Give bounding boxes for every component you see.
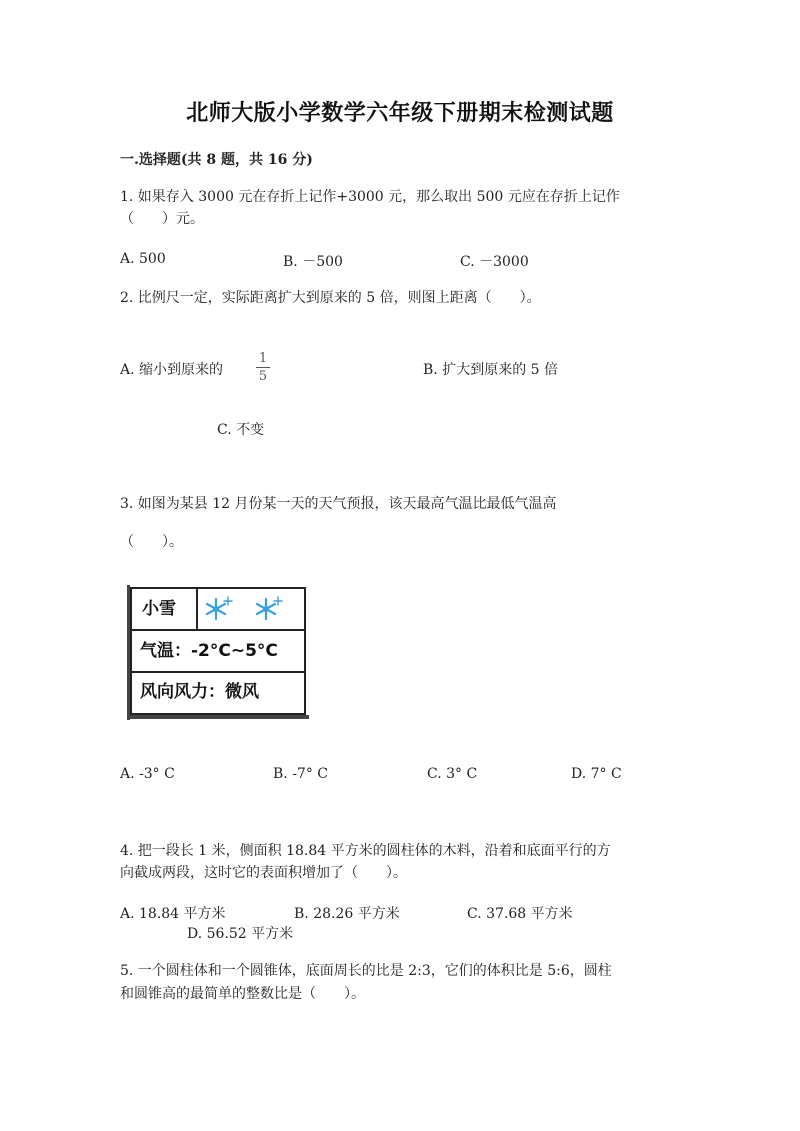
question-4-line-1: 4. 把一段长 1 米，侧面积 18.84 平方米的圆柱体的木料，沿着和底面平行的方 (120, 843, 611, 859)
question-3-option-c: C. 3° C (427, 766, 478, 782)
question-1-option-a: A. 500 (120, 251, 166, 267)
snowflake-icon (204, 595, 234, 623)
question-4-option-b: B. 28.26 平方米 (294, 906, 400, 922)
question-3-line-2: （ ）。 (120, 534, 183, 550)
question-3-option-d: D. 7° C (571, 766, 622, 782)
question-2-option-c: C. 不变 (217, 422, 265, 438)
weather-condition: 小雪 (142, 599, 176, 619)
question-1-option-b: B. －500 (283, 254, 343, 270)
question-2-option-a: A. 缩小到原来的 (120, 362, 224, 378)
question-1-line-2: （ ）元。 (120, 211, 204, 227)
question-5-line-2: 和圆锥高的最简单的整数比是（ ）。 (120, 986, 365, 1002)
weather-divider (196, 589, 198, 629)
fraction-numerator: 1 (258, 351, 268, 366)
page-title: 北师大版小学数学六年级下册期末检测试题 (186, 100, 614, 126)
section-heading: 一.选择题(共 8 题，共 16 分) (120, 152, 313, 168)
question-4-option-a: A. 18.84 平方米 (120, 906, 226, 922)
question-4-option-d: D. 56.52 平方米 (187, 926, 294, 942)
fraction-denominator: 5 (258, 369, 268, 384)
snowflake-icon (254, 595, 284, 623)
weather-row-condition (132, 589, 304, 631)
question-5-line-1: 5. 一个圆柱体和一个圆锥体，底面周长的比是 2:3，它们的体积比是 5:6，圆柱 (120, 963, 612, 979)
question-2-option-b: B. 扩大到原来的 5 倍 (423, 362, 558, 378)
question-3-option-a: A. -3° C (120, 766, 175, 782)
fraction-bar (256, 367, 270, 368)
question-1-option-c: C. －3000 (460, 254, 529, 270)
weather-wind: 风向风力：微风 (140, 682, 259, 702)
question-3-option-b: B. -7° C (273, 766, 328, 782)
question-1-line-1: 1. 如果存入 3000 元在存折上记作+3000 元，那么取出 500 元应在存折上记作 (120, 189, 620, 205)
weather-row-temperature (132, 631, 304, 673)
question-3-line-1: 3. 如图为某县 12 月份某一天的天气预报，该天最高气温比最低气温高 (120, 496, 557, 512)
fraction-one-fifth (256, 351, 270, 384)
weather-card-shadow-bottom (127, 715, 309, 719)
weather-temperature: 气温：-2°C~5°C (140, 641, 278, 661)
question-4-option-c: C. 37.68 平方米 (467, 906, 573, 922)
weather-forecast-card (130, 587, 306, 715)
question-2-line-1: 2. 比例尺一定，实际距离扩大到原来的 5 倍，则图上距离（ ）。 (120, 290, 541, 306)
question-4-line-2: 向截成两段，这时它的表面积增加了（ ）。 (120, 865, 407, 881)
weather-row-wind (132, 673, 304, 713)
